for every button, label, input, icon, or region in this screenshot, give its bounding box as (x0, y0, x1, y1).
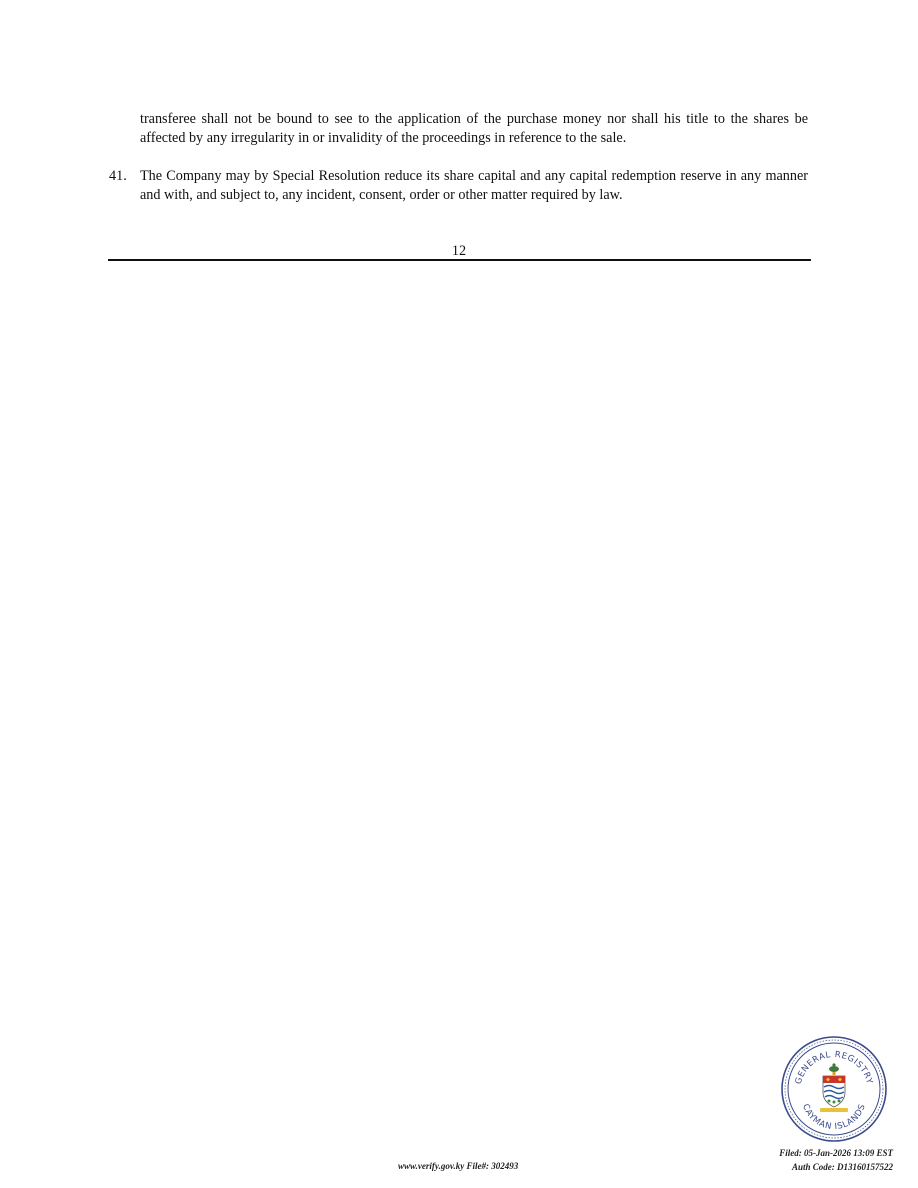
paragraph-41-number: 41. (109, 168, 127, 184)
filed-timestamp: Filed: 05-Jan-2026 13:09 EST (779, 1148, 893, 1158)
filing-stamp (779, 1146, 893, 1174)
paragraph-41-text: The Company may by Special Resolution reduce its share capital and any capital redemption reserve in any manner and with, and subject to, any incident, consent, order or other matter required by law. (140, 168, 808, 203)
verify-file-line: www.verify.gov.ky File#: 302493 (398, 1161, 519, 1171)
auth-code: Auth Code: D13160157522 (791, 1162, 893, 1172)
paragraph-continuation: transferee shall not be bound to see to the application of the purchase money nor shall his title to the shares be affected by any irregularity in or invalidity of the proceedings in reference to the sale. (140, 111, 808, 146)
page-number: 12 (451, 243, 467, 259)
footer-rule (108, 259, 811, 261)
general-registry-seal-icon (780, 1035, 888, 1143)
seal-bottom-text: CAYMAN ISLANDS (800, 1102, 868, 1133)
coat-of-arms-icon (820, 1063, 848, 1112)
seal-top-text: GENERAL REGISTRY (793, 1049, 875, 1086)
